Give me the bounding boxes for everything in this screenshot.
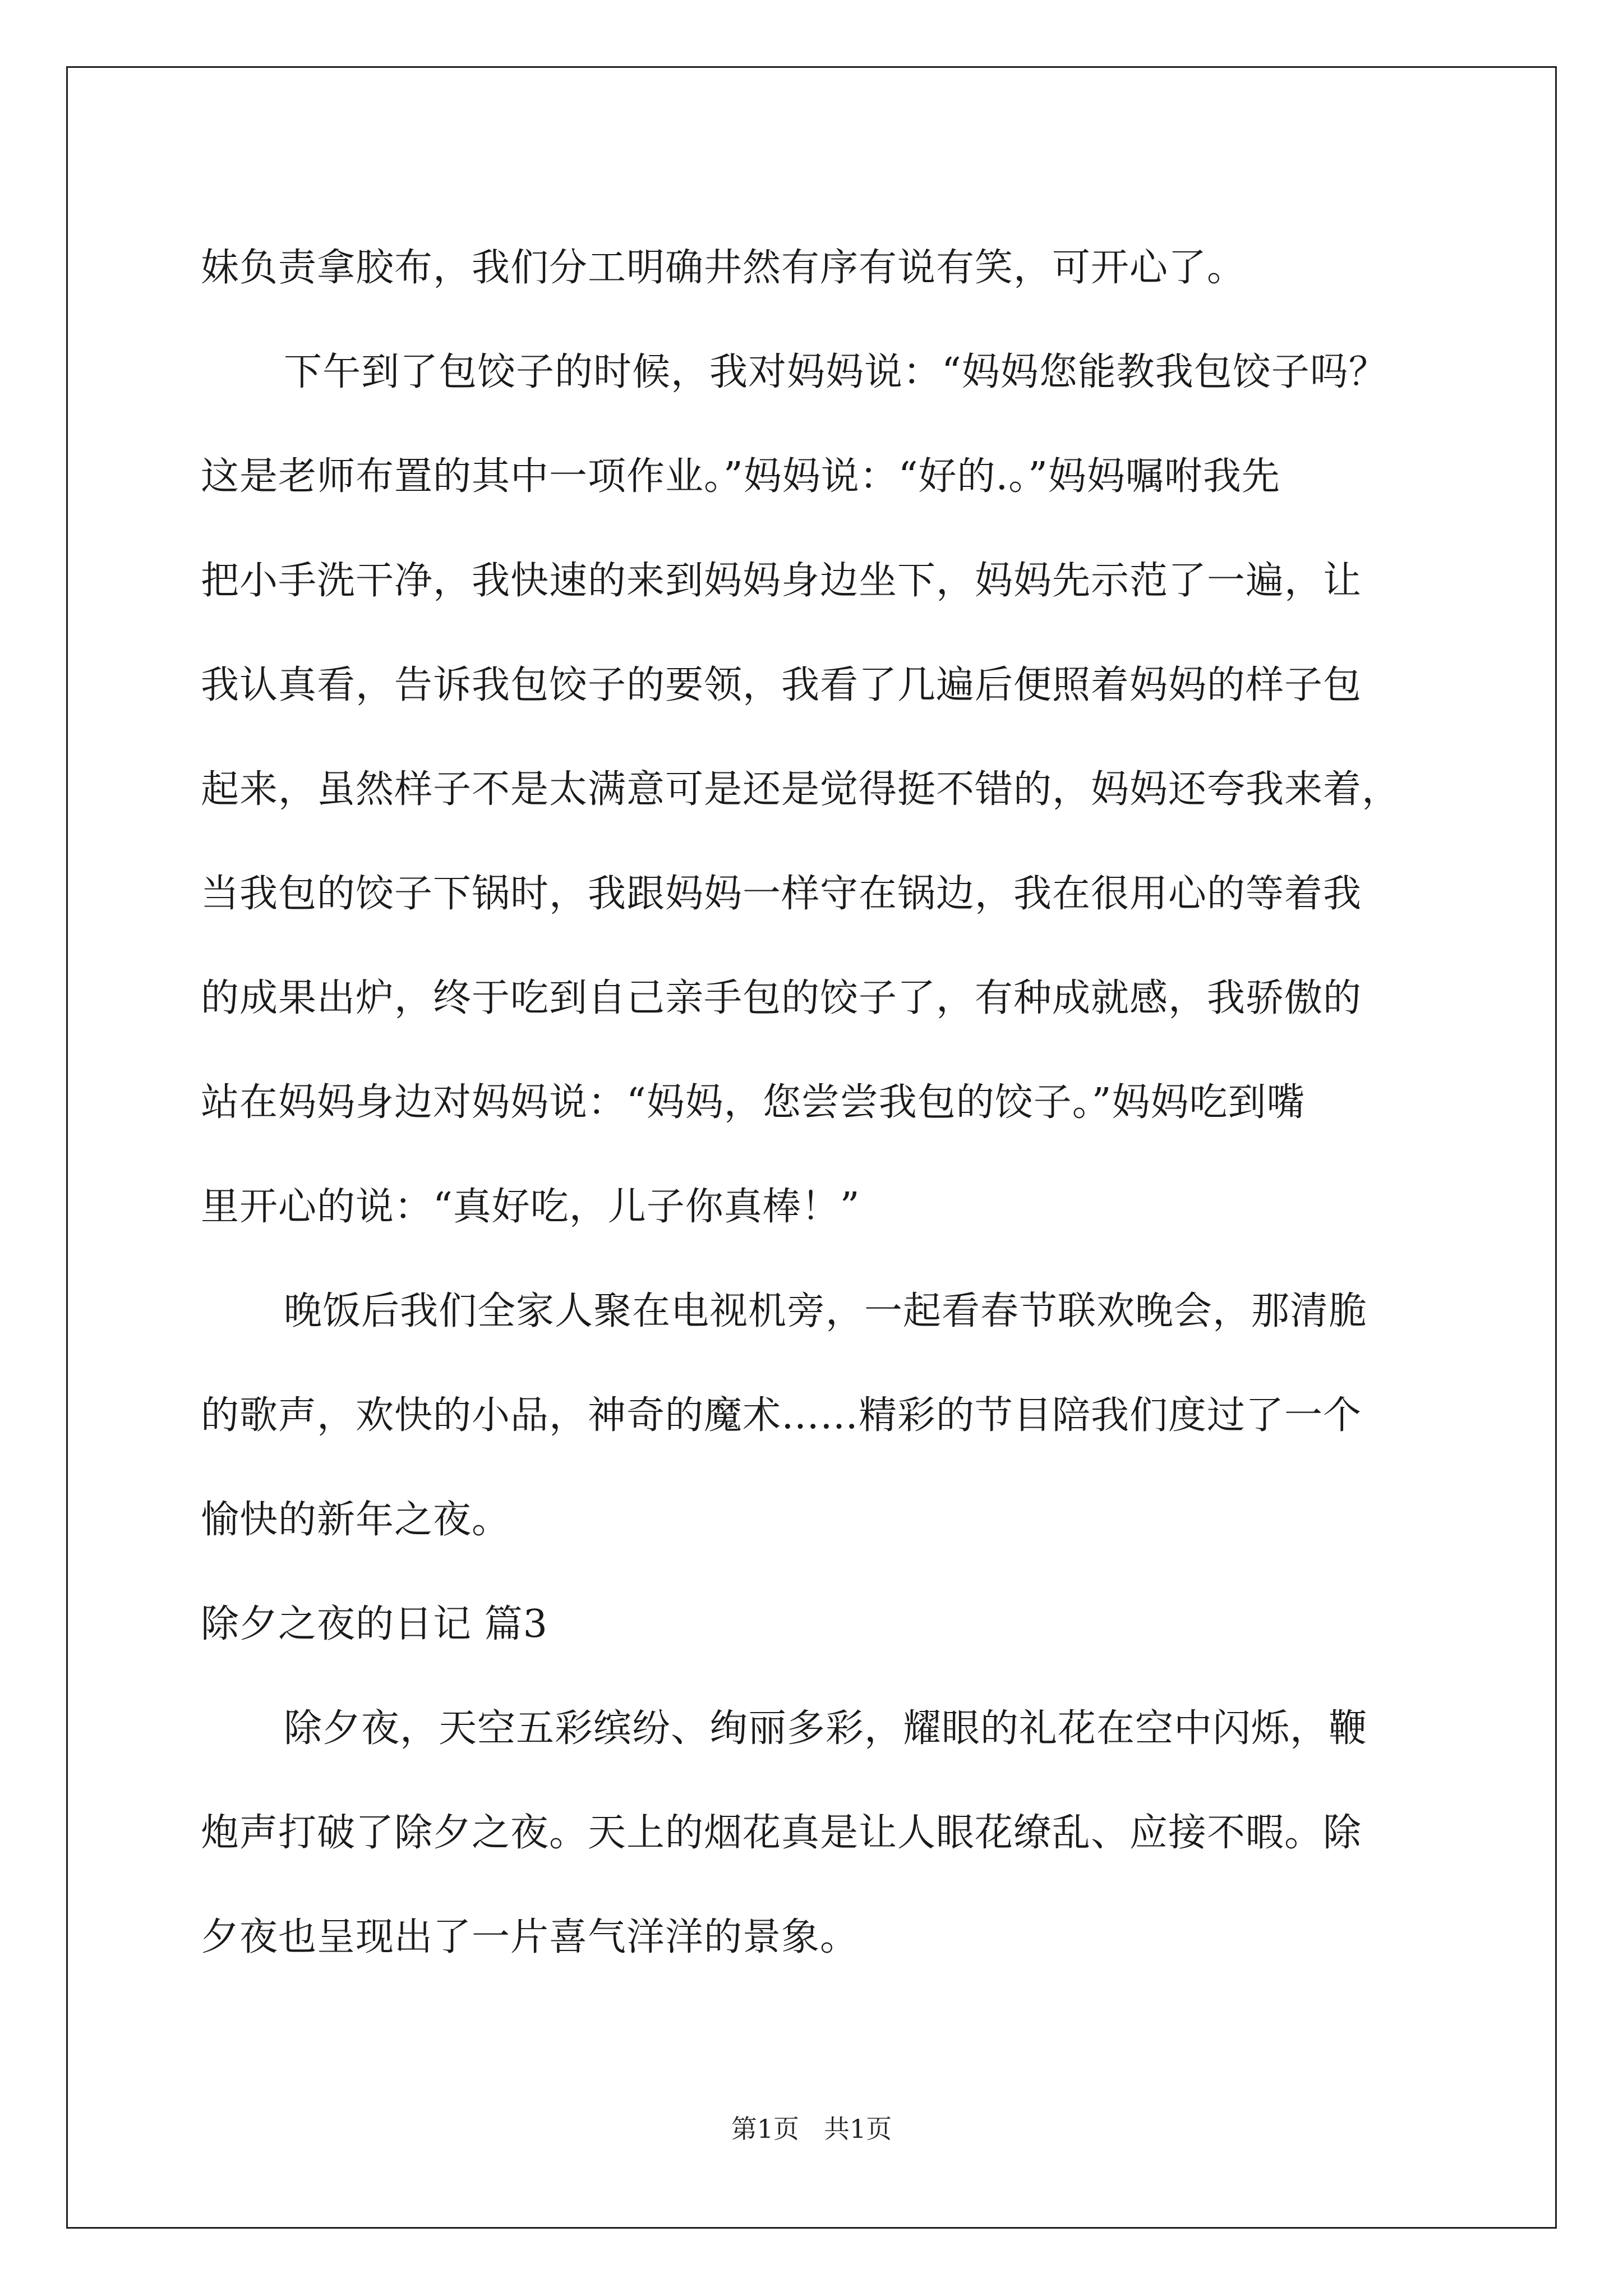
line-text: 妹负责拿胶布，我们分工明确井然有序有说有笑，可开心了。 xyxy=(201,246,1246,290)
line-text: 我认真看，告诉我包饺子的要领，我看了几遍后便照着妈妈的样子包 xyxy=(201,663,1362,707)
line-text: 愉快的新年之夜。 xyxy=(201,1498,511,1542)
line-text: 夕夜也呈现出了一片喜气洋洋的景象。 xyxy=(201,1915,859,1959)
text-line xyxy=(201,529,1429,633)
line-text: 下午到了包饺子的时候，我对妈妈说：“妈妈您能教我包饺子吗？ xyxy=(284,350,1387,394)
text-line xyxy=(201,1885,1429,1990)
text-line xyxy=(201,1677,1429,1781)
text-line xyxy=(201,633,1429,738)
section-heading xyxy=(201,1572,1429,1677)
line-text: 起来，虽然样子不是太满意可是还是觉得挺不错的，妈妈还夸我来着， xyxy=(201,767,1401,812)
page-footer xyxy=(0,2112,1623,2146)
line-text: 晚饭后我们全家人聚在电视机旁，一起看春节联欢晚会，那清脆 xyxy=(284,1289,1368,1333)
document-body xyxy=(201,216,1429,1990)
line-text: 的歌声，欢快的小品，神奇的魔术……精彩的节目陪我们度过了一个 xyxy=(201,1393,1362,1438)
line-text: 这是老师布置的其中一项作业。”妈妈说：“好的.。”妈妈嘱咐我先 xyxy=(201,454,1280,499)
text-line xyxy=(201,1468,1429,1572)
page-number-current: 第1页 xyxy=(731,2114,799,2144)
text-line xyxy=(201,842,1429,946)
text-line xyxy=(201,738,1429,842)
text-line xyxy=(201,1051,1429,1155)
line-text: 里开心的说：“真好吃，儿子你真棒！” xyxy=(201,1185,860,1229)
line-text: 炮声打破了除夕之夜。天上的烟花真是让人眼花缭乱、应接不暇。除 xyxy=(201,1811,1362,1855)
heading-text: 除夕之夜的日记 篇3 xyxy=(201,1602,548,1646)
line-text: 当我包的饺子下锅时，我跟妈妈一样守在锅边，我在很用心的等着我 xyxy=(201,872,1362,916)
line-text: 除夕夜，天空五彩缤纷、绚丽多彩，耀眼的礼花在空中闪烁，鞭 xyxy=(284,1706,1368,1751)
text-line xyxy=(201,1155,1429,1259)
line-text: 站在妈妈身边对妈妈说：“妈妈，您尝尝我包的饺子。”妈妈吃到嘴 xyxy=(201,1080,1306,1125)
text-line xyxy=(201,1364,1429,1468)
text-line xyxy=(201,216,1429,320)
page-number-total: 共1页 xyxy=(824,2114,892,2144)
text-line xyxy=(201,425,1429,529)
text-line xyxy=(201,946,1429,1051)
text-line xyxy=(201,320,1429,425)
text-line xyxy=(201,1259,1429,1364)
line-text: 把小手洗干净，我快速的来到妈妈身边坐下，妈妈先示范了一遍，让 xyxy=(201,559,1362,603)
text-line xyxy=(201,1781,1429,1885)
line-text: 的成果出炉，终于吃到自己亲手包的饺子了，有种成就感，我骄傲的 xyxy=(201,976,1362,1020)
